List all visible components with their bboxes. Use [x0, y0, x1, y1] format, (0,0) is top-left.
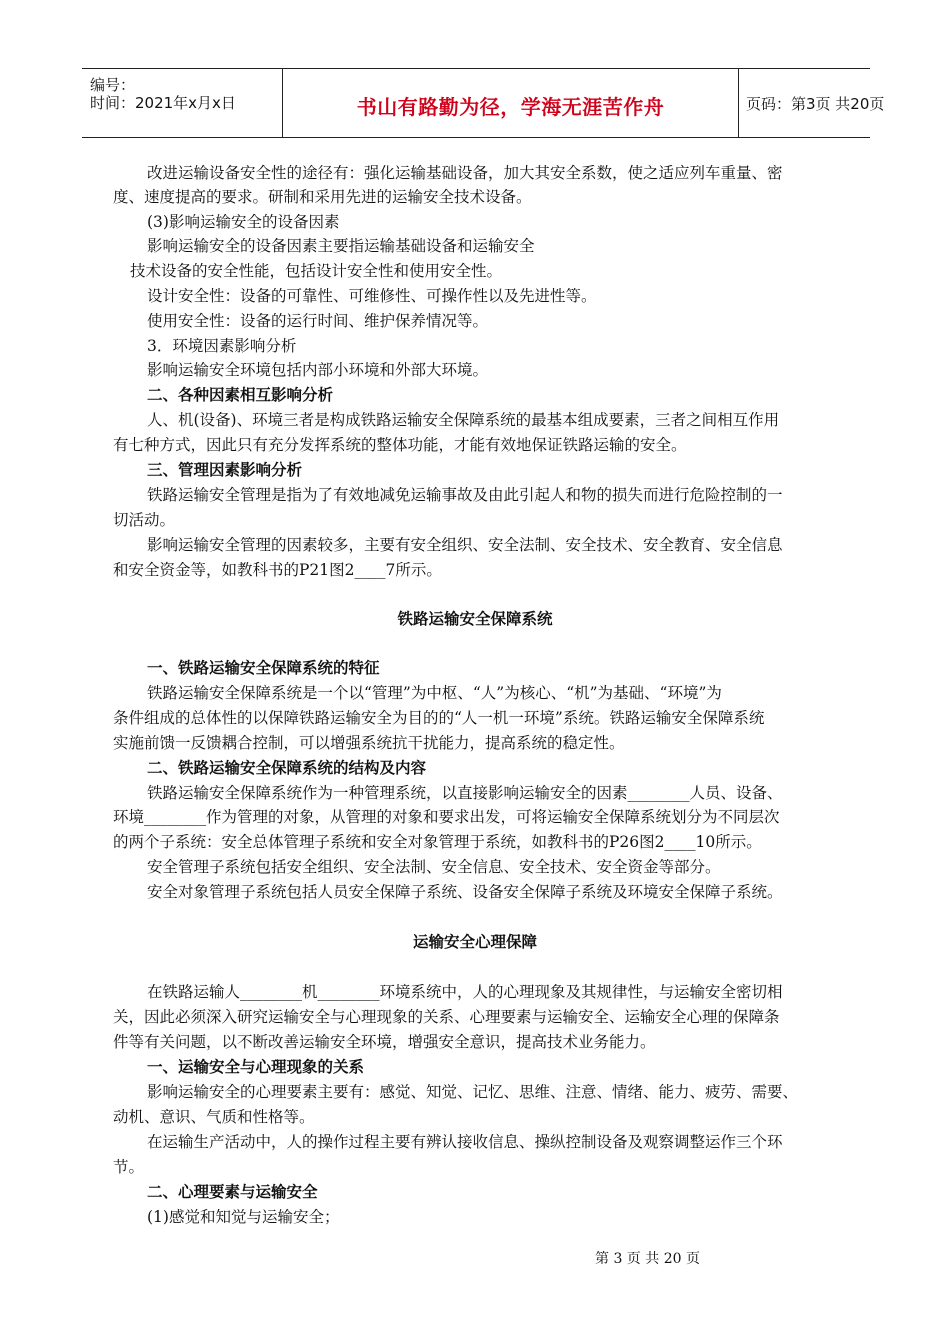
section-heading: 二、各种因素相互影响分析: [147, 386, 334, 404]
document-header: [82, 68, 885, 138]
paragraph-line: 在铁路运输人________机________环境系统中，人的心理现象及其规律性，与运输安全密切相: [147, 983, 783, 1001]
paragraph-line: 的两个子系统：安全总体管理子系统和安全对象管理于系统，如教科书的P26图2____10所示。: [113, 833, 762, 851]
header-motto: 书山有路勤为径，学海无涯苦作舟: [356, 95, 665, 119]
section-heading: 三、管理因素影响分析: [147, 461, 303, 479]
paragraph-line: 改进运输设备安全性的途径有：强化运输基础设备，加大其安全系数，使之适应列车重量、密: [147, 164, 783, 182]
paragraph-line: 关，因此必须深入研究运输安全与心理现象的关系、心理要素与运输安全、运输安全心理的保障条: [113, 1008, 780, 1026]
chapter-title: 运输安全心理保障: [412, 933, 537, 951]
paragraph-line: 影响运输安全的心理要素主要有：感觉、知觉、记忆、思维、注意、情绪、能力、疲劳、需要、: [147, 1083, 799, 1101]
section-heading: 二、铁路运输安全保障系统的结构及内容: [147, 759, 427, 777]
paragraph-line: 铁路运输安全保障系统是一个以“管理”为中枢、“人”为核心、“机”为基础、“环境”为: [147, 684, 722, 702]
paragraph-line: 技术设备的安全性能，包括设计安全性和使用安全性。: [130, 262, 503, 280]
section-heading: 二、心理要素与运输安全: [147, 1183, 318, 1201]
header-page-number: 页码：第3页 共20页: [746, 95, 885, 113]
paragraph-line: 切活动。: [113, 511, 176, 529]
list-heading: 3．环境因素影响分析: [147, 337, 297, 355]
paragraph-line: 环境________作为管理的对象，从管理的对象和要求出发，可将运输安全保障系统划分为不同层次: [113, 808, 780, 826]
paragraph-line: 人、机(设备)、环境三者是构成铁路运输安全保障系统的最基本组成要素，三者之间相互作用: [147, 411, 780, 429]
header-right-cell: [738, 69, 885, 137]
paragraph-line: 影响运输安全的设备因素主要指运输基础设备和运输安全: [147, 237, 535, 255]
paragraph-line: 影响运输安全环境包括内部小环境和外部大环境。: [147, 361, 489, 379]
paragraph-line: 使用安全性：设备的运行时间、维护保养情况等。: [147, 312, 489, 330]
paragraph-line: 实施前馈一反馈耦合控制，可以增强系统抗干扰能力，提高系统的稳定性。: [113, 734, 625, 752]
page-footer: 第 3 页 共 20 页: [595, 1251, 700, 1267]
section-heading: 一、铁路运输安全保障系统的特征: [147, 659, 380, 677]
header-number: 编号：: [90, 76, 136, 94]
paragraph-line: 影响运输安全管理的因素较多，主要有安全组织、安全法制、安全技术、安全教育、安全信息: [147, 536, 783, 554]
chapter-title: 铁路运输安全保障系统: [397, 610, 553, 628]
paragraph-line: 件等有关问题，以不断改善运输安全环境，增强安全意识，提高技术业务能力。: [113, 1033, 656, 1051]
list-heading: (3)影响运输安全的设备因素: [147, 213, 340, 231]
paragraph-line: 度、速度提高的要求。研制和采用先进的运输安全技术设备。: [113, 188, 532, 206]
header-center-cell: [282, 69, 739, 137]
list-heading: (1)感觉和知觉与运输安全；: [147, 1208, 340, 1226]
paragraph-line: 安全对象管理子系统包括人员安全保障子系统、设备安全保障子系统及环境安全保障子系统。: [147, 883, 783, 901]
paragraph-line: 节。: [113, 1158, 145, 1176]
paragraph-line: 和安全资金等，如教科书的P21图2____7所示。: [113, 561, 442, 579]
section-heading: 一、运输安全与心理现象的关系: [147, 1058, 365, 1076]
paragraph-line: 条件组成的总体性的以保障铁路运输安全为目的的“人一机一环境”系统。铁路运输安全保障系统: [113, 709, 765, 727]
header-left-cell: [82, 69, 282, 137]
paragraph-line: 设计安全性：设备的可靠性、可维修性、可操作性以及先进性等。: [147, 287, 597, 305]
paragraph-line: 在运输生产活动中，人的操作过程主要有辨认接收信息、操纵控制设备及观察调整运作三个环: [147, 1133, 783, 1151]
paragraph-line: 动机、意识、气质和性格等。: [113, 1108, 315, 1126]
header-date: 时间：2021年x月x日: [90, 94, 236, 112]
paragraph-line: 铁路运输安全保障系统作为一种管理系统，以直接影响运输安全的因素________人员、设备、: [147, 784, 783, 802]
paragraph-line: 有七种方式，因此只有充分发挥系统的整体功能，才能有效地保证铁路运输的安全。: [113, 436, 687, 454]
paragraph-line: 安全管理子系统包括安全组织、安全法制、安全信息、安全技术、安全资金等部分。: [147, 858, 721, 876]
paragraph-line: 铁路运输安全管理是指为了有效地减免运输事故及由此引起人和物的损失而进行危险控制的一: [147, 486, 783, 504]
